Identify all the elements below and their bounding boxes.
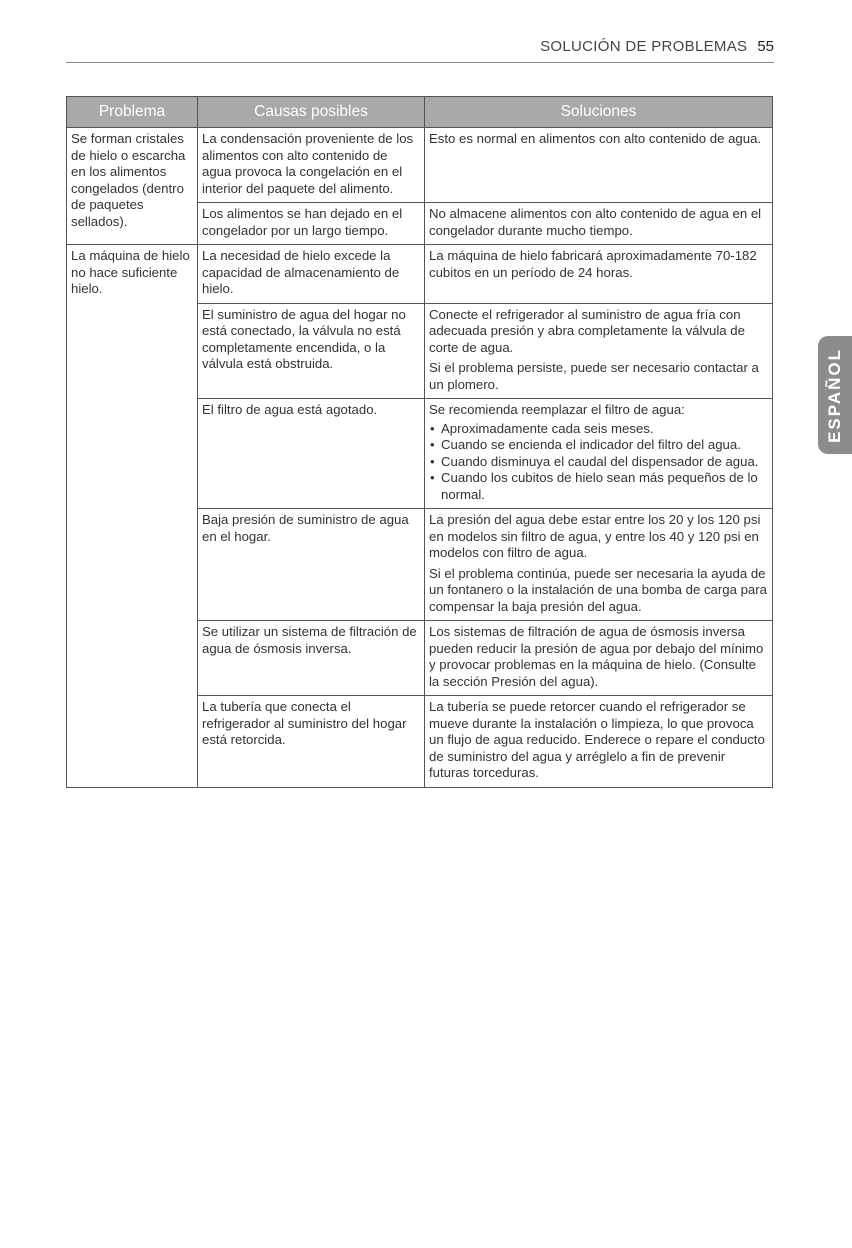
solution-cell (425, 203, 773, 245)
table-row (67, 128, 773, 203)
solution-cell (425, 399, 773, 509)
solution-text: La tubería se puede retorcer cuando el refrigerador se mueve durante la instalación o limpieza, lo que provoca un flujo de agua reducido. Enderece o repare el conducto de suministro del agua y arréglelo a fin de prevenir futuras torceduras. (429, 699, 765, 780)
page-header (66, 38, 774, 63)
cause-text: La tubería que conecta el refrigerador al suministro del hogar está retorcida. (202, 699, 407, 747)
solution-cell (425, 303, 773, 399)
cause-cell (198, 245, 425, 304)
list-item: • Cuando se encienda el indicador del filtro del agua. (429, 437, 768, 454)
problem-cell (67, 128, 198, 245)
problem-text: Se forman cristales de hielo o escarcha en los alimentos congelados (dentro de paquetes sellados). (71, 131, 186, 229)
solution-text: Si el problema continúa, puede ser necesaria la ayuda de un fontanero o la instalación de una bomba de carga para compensar la baja presión del agua. (429, 565, 767, 614)
cause-text: Los alimentos se han dejado en el congelador por un largo tiempo. (202, 206, 403, 238)
solution-text: Conecte el refrigerador al suministro de agua fría con adecuada presión y abra completamente la válvula de corte de agua. (429, 306, 745, 355)
solution-text: Esto es normal en alimentos con alto contenido de agua. (429, 131, 762, 146)
cause-text: La necesidad de hielo excede la capacidad de almacenamiento de hielo. (202, 248, 400, 296)
header-causes: Causas posibles (198, 97, 425, 128)
cause-cell (198, 621, 425, 696)
list-item: • Cuando los cubitos de hielo sean más pequeños de lo normal. (429, 470, 768, 503)
page-number: 55 (757, 38, 774, 55)
language-tab-label: ESPAÑOL (825, 347, 844, 443)
header-problem: Problema (67, 97, 198, 128)
list-item: • Aproximadamente cada seis meses. (429, 421, 768, 438)
section-title: SOLUCIÓN DE PROBLEMAS (540, 38, 748, 55)
cause-text: Baja presión de suministro de agua en el hogar. (202, 512, 409, 544)
cause-text: La condensación proveniente de los alimentos con alto contenido de agua provoca la congelación en el interior del paquete del alimento. (202, 131, 414, 196)
cause-cell (198, 399, 425, 509)
cause-text: El filtro de agua está agotado. (202, 402, 378, 417)
solution-text: Los sistemas de filtración de agua de ósmosis inversa pueden reducir la presión de agua por debajo del mínimo y provocar problemas en la máquina de hielo. (Consulte la sección Presión del agua). (429, 624, 764, 689)
header-solutions: Soluciones (425, 97, 773, 128)
solution-cell (425, 245, 773, 304)
cause-cell (198, 509, 425, 621)
solution-text: No almacene alimentos con alto contenido de agua en el congelador durante mucho tiempo. (429, 206, 762, 238)
language-tab (818, 336, 852, 454)
solution-text: Si el problema persiste, puede ser necesario contactar a un plomero. (429, 360, 759, 392)
solution-text: Se recomienda reemplazar el filtro de agua: (429, 402, 685, 417)
solution-cell (425, 696, 773, 788)
solution-text: La presión del agua debe estar entre los 20 y los 120 psi en modelos sin filtro de agua, y entre los 40 y 120 psi en modelos con filtro de agua. (429, 512, 761, 560)
solution-text: La máquina de hielo fabricará aproximadamente 70-182 cubitos en un período de 24 horas. (429, 248, 757, 280)
problem-cell (67, 245, 198, 788)
cause-text: El suministro de agua del hogar no está conectado, la válvula no está completamente encendida, o la válvula está obstruida. (202, 306, 406, 371)
solution-cell (425, 509, 773, 621)
table-row (67, 245, 773, 304)
solution-cell (425, 621, 773, 696)
table-header-row (67, 97, 773, 128)
cause-cell (198, 203, 425, 245)
cause-cell (198, 696, 425, 788)
list-item: • Cuando disminuya el caudal del dispensador de agua. (429, 454, 768, 471)
cause-cell (198, 303, 425, 399)
cause-text: Se utilizar un sistema de filtración de agua de ósmosis inversa. (202, 624, 417, 656)
solution-cell (425, 128, 773, 203)
problem-text: La máquina de hielo no hace suficiente hielo. (71, 248, 190, 296)
troubleshooting-table (66, 96, 773, 788)
solution-bullet-list (429, 421, 768, 504)
cause-cell (198, 128, 425, 203)
